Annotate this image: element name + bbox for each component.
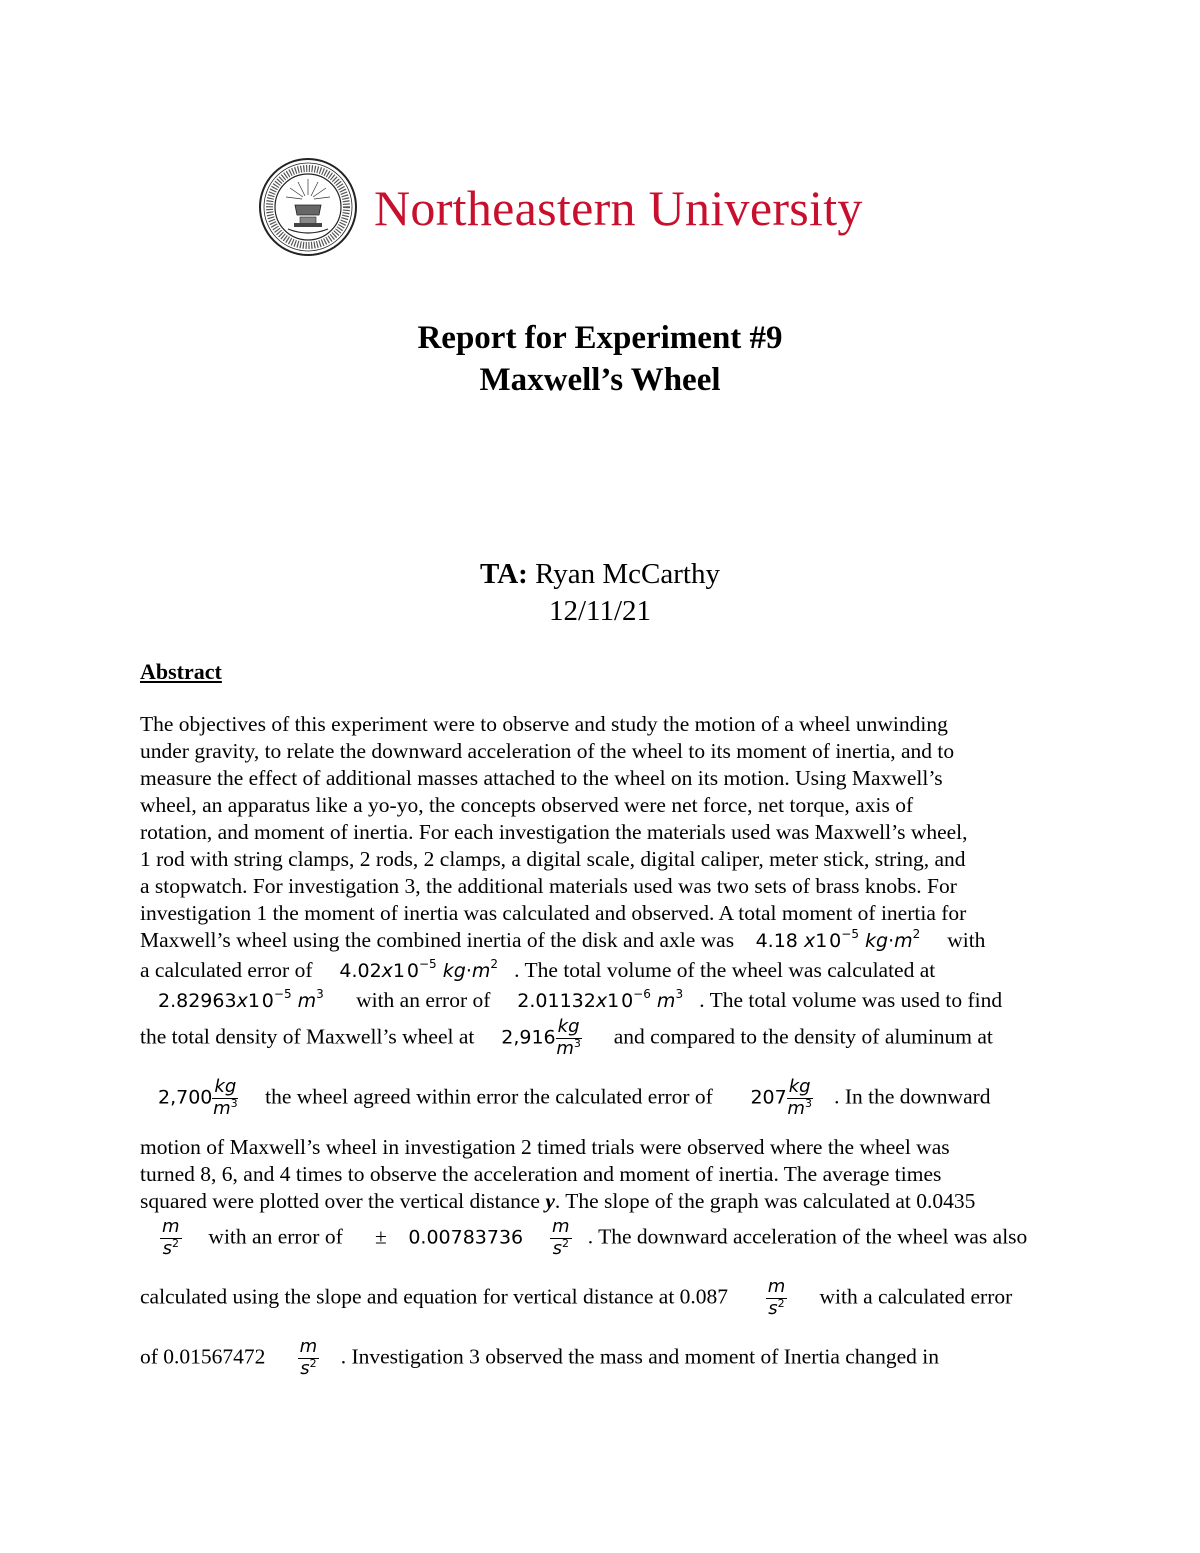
abstract-text: with an error of [356,988,491,1012]
abstract-line: a stopwatch. For investigation 3, the additional materials used was two sets of brass knobs. For [140,874,957,898]
report-title: Report for Experiment #9 [417,320,783,356]
density-error-value: 207 [750,1086,787,1109]
exponent: −5 [841,927,859,941]
exponent: 3 [804,1096,812,1110]
abstract-line: motion of Maxwell’s wheel in investigation 2 timed trials were observed where the wheel was [140,1135,950,1159]
fraction-numerator: kg [788,1076,811,1097]
abstract-line: The objectives of this experiment were to observe and study the motion of a wheel unwinding [140,712,948,736]
volume-total-value: 2.82963 [158,990,237,1012]
exponent: 2 [309,1356,317,1370]
exponent: 3 [230,1096,238,1110]
exponent: 3 [675,987,684,1001]
fraction-denominator [550,1236,572,1259]
inertia-error-value: 4.02 [339,960,382,982]
abstract-line [140,1018,993,1059]
abstract-text: a calculated error of [140,958,313,982]
volume-error-expression: 2.01132x1 $0^{-6}$ $m^3$ [517,987,684,1012]
fraction-numerator: m [299,1336,318,1357]
abstract-text: of 0.01567472 [140,1344,266,1369]
abstract-text: calculated using the slope and equation for vertical distance at 0.087 [140,1284,729,1309]
inertia-error-expression: 4.02x1 $0^{-5}$ $kg\cdot m^2$ [339,957,499,982]
abstract-text: . The total volume was used to find [699,988,1003,1012]
fraction-numerator: kg [557,1016,580,1037]
times-symbol: x [381,960,393,982]
exponent: 2 [490,957,499,971]
exponent: 2 [777,1296,785,1310]
unit-m: m [556,1037,574,1059]
exponent: 2 [562,1236,569,1250]
abstract-line: wheel, an apparatus like a yo-yo, the concepts observed were net force, net torque, axis of [140,793,914,817]
density-aluminum-value: 2,700 [158,1086,213,1109]
times-symbol: x [595,990,608,1012]
abstract-line [158,987,1003,1012]
unit-dot: · [465,960,472,982]
fraction-denominator [766,1296,788,1319]
abstract-line: rotation, and moment of inertia. For each investigation the materials used was Maxwell’s wheel, [140,820,968,844]
abstract-line [140,1278,1012,1319]
abstract-heading: Abstract [140,659,222,684]
fraction-numerator: m [162,1216,180,1237]
abstract-line: under gravity, to relate the downward acceleration of the wheel to its moment of inertia, and to [140,739,955,763]
report-date: 12/11/21 [548,595,652,627]
exponent: 3 [316,987,324,1001]
times-symbol: x [236,990,248,1012]
unit-s: s [552,1237,562,1259]
unit-dot: · [888,930,895,952]
fraction-numerator: kg [214,1076,237,1097]
university-seal-icon [258,157,358,257]
fraction-denominator [556,1036,582,1059]
plus-minus: ± [375,1224,387,1249]
abstract-line [140,927,986,952]
abstract-line [160,1218,1027,1259]
abstract-line: turned 8, 6, and 4 times to observe the acceleration and moment of inertia. The average times [140,1162,942,1186]
abstract-text: Maxwell’s wheel using the combined inertia of the disk and axle was [140,928,735,952]
fraction-numerator: m [552,1216,570,1237]
abstract-text: with [947,928,986,952]
unit-s: s [162,1237,172,1259]
exponent: 3 [573,1036,581,1050]
abstract-text: the wheel agreed within error the calculated error of [265,1084,713,1109]
abstract-line [140,1191,975,1213]
unit-kg: kg [442,960,466,982]
inertia-total-value: 4.18 [755,930,798,952]
abstract-text: and compared to the density of aluminum at [613,1024,993,1049]
university-name: Northeastern University [374,180,863,236]
volume-total-expression: 2.82963x1 $0^{-5}$ $m^3$ [158,987,324,1012]
exponent: −5 [419,957,437,971]
unit-s: s [768,1297,778,1319]
abstract-text: . The slope of the graph was calculated at 0.0435 [554,1189,976,1213]
exponent: 2 [912,927,921,941]
fraction-denominator [298,1356,320,1379]
exponent: −5 [273,987,292,1001]
university-logo [258,157,948,257]
abstract-line [158,1078,991,1119]
abstract-text: . The total volume of the wheel was calculated at [514,958,936,982]
abstract-text: with a calculated error [819,1284,1013,1309]
abstract-text: . The downward acceleration of the wheel was also [587,1224,1028,1249]
variable-y: y [545,1189,555,1213]
unit-m: m [894,930,913,952]
exponent: 2 [171,1236,179,1250]
unit-m: m [787,1097,805,1119]
unit-s: s [300,1357,310,1379]
abstract-text: . Investigation 3 observed the mass and moment of Inertia changed in [340,1344,939,1369]
unit-m: m [656,990,676,1012]
unit-kg: kg [865,930,889,952]
acceleration-unit-fraction [766,1278,788,1319]
slope-error-value: 0.00783736 [408,1226,524,1249]
inertia-total-expression: 4.18 x1 $0^{-5}$ $kg\cdot m^2$ [755,927,921,952]
fraction-denominator [160,1236,182,1259]
density-unit-fraction [556,1018,582,1059]
abstract-line [140,957,936,982]
unit-m: m [297,990,317,1012]
abstract-text: with an error of [208,1224,343,1249]
ta-name: Ryan McCarthy [527,558,720,590]
fraction-denominator [212,1096,238,1119]
abstract-text: squared were plotted over the vertical distance [140,1189,540,1213]
ta-line [0,558,1200,591]
unit-m: m [471,960,491,982]
acceleration-unit-fraction [298,1338,320,1379]
abstract-text: the total density of Maxwell’s wheel at [140,1024,475,1049]
abstract-line: 1 rod with string clamps, 2 rods, 2 clamps, a digital scale, digital caliper, meter stick, string, and [140,847,966,871]
ta-label: TA: [480,558,528,590]
density-unit-fraction [787,1078,813,1119]
acceleration-unit-fraction [550,1218,572,1259]
density-unit-fraction [212,1078,238,1119]
volume-error-value: 2.01132 [517,990,596,1012]
abstract-line: investigation 1 the moment of inertia was calculated and observed. A total moment of inertia for [140,901,967,925]
fraction-denominator [787,1096,813,1119]
times-symbol: x [803,930,816,952]
abstract-line [140,1338,939,1379]
fraction-numerator: m [767,1276,786,1297]
abstract-line: measure the effect of additional masses attached to the wheel on its motion. Using Maxwell’s [140,766,943,790]
report-subtitle: Maxwell’s Wheel [479,362,721,398]
exponent: −6 [633,987,651,1001]
density-wheel-value: 2,916 [501,1026,556,1049]
abstract-text: . In the downward [834,1084,991,1109]
acceleration-unit-fraction [160,1218,182,1259]
unit-m: m [213,1097,231,1119]
